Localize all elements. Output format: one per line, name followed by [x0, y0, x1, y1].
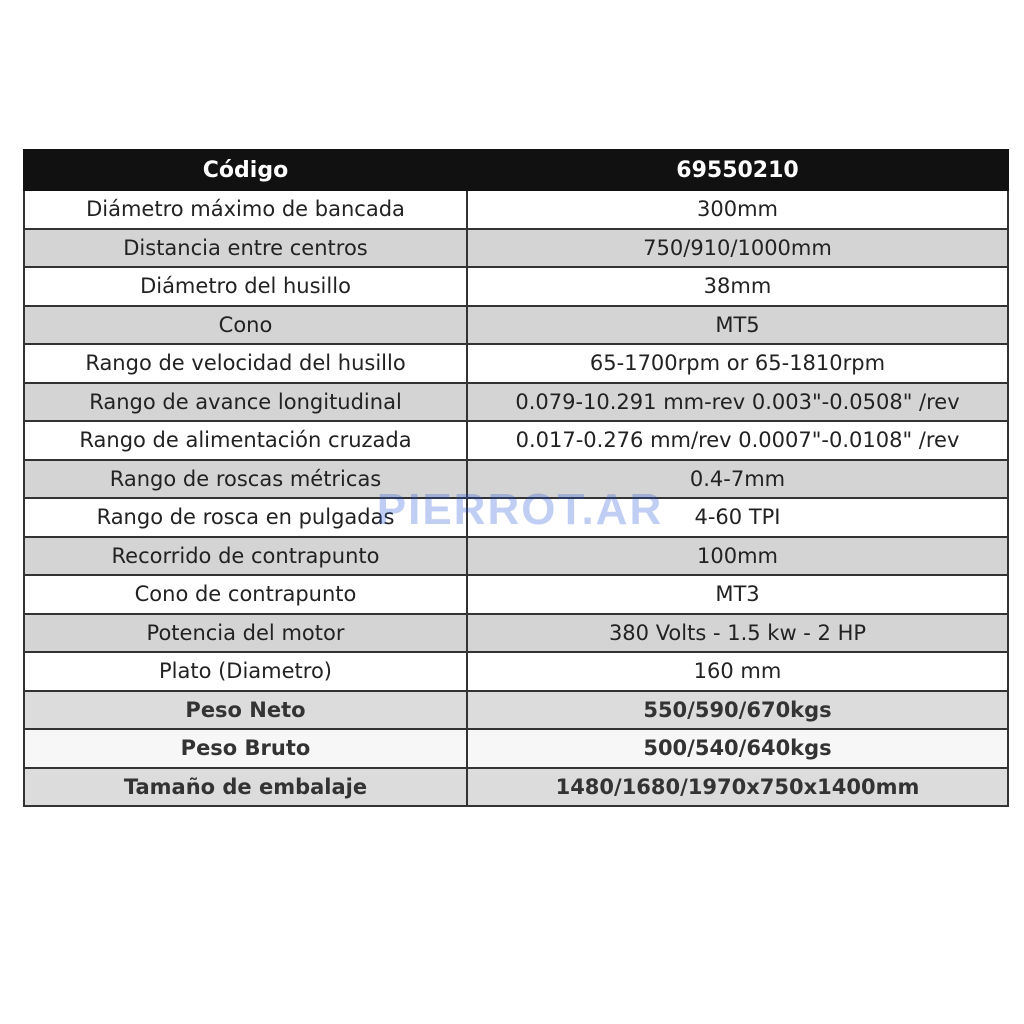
- watermark-text: PIERROT.AR: [376, 485, 664, 534]
- row-label: Recorrido de contrapunto: [24, 537, 467, 576]
- row-label: Plato (Diametro): [24, 652, 467, 691]
- table-row: [24, 691, 1008, 730]
- row-label: Tamaño de embalaje: [24, 768, 467, 807]
- row-value: 0.017-0.276 mm/rev 0.0007"-0.0108" /rev: [467, 421, 1008, 460]
- table-row: [24, 652, 1008, 691]
- row-value: 38mm: [467, 267, 1008, 306]
- row-value: 0.4-7mm: [467, 460, 1008, 499]
- table-row: [24, 498, 1008, 537]
- table-row: [24, 229, 1008, 268]
- row-label: Peso Bruto: [24, 729, 467, 768]
- row-value: 160 mm: [467, 652, 1008, 691]
- table-row: [24, 614, 1008, 653]
- table-row: [24, 267, 1008, 306]
- spec-table: [23, 149, 1009, 807]
- row-label: Diámetro máximo de bancada: [24, 190, 467, 229]
- row-label: Rango de velocidad del husillo: [24, 344, 467, 383]
- row-value: 100mm: [467, 537, 1008, 576]
- table-row: [24, 537, 1008, 576]
- table-header-row: [24, 150, 1008, 190]
- table-row: [24, 768, 1008, 807]
- header-value-cell: 69550210: [467, 150, 1008, 190]
- row-value: 65-1700rpm or 65-1810rpm: [467, 344, 1008, 383]
- row-value: 380 Volts - 1.5 kw - 2 HP: [467, 614, 1008, 653]
- row-label: Peso Neto: [24, 691, 467, 730]
- row-value: MT3: [467, 575, 1008, 614]
- row-label: Diámetro del husillo: [24, 267, 467, 306]
- row-label: Distancia entre centros: [24, 229, 467, 268]
- row-label: Rango de avance longitudinal: [24, 383, 467, 422]
- table-row: [24, 460, 1008, 499]
- row-label: Rango de alimentación cruzada: [24, 421, 467, 460]
- row-value: 0.079-10.291 mm-rev 0.003"-0.0508" /rev: [467, 383, 1008, 422]
- table-row: [24, 729, 1008, 768]
- row-value: 550/590/670kgs: [467, 691, 1008, 730]
- row-label: Cono: [24, 306, 467, 345]
- row-value: MT5: [467, 306, 1008, 345]
- row-value: 500/540/640kgs: [467, 729, 1008, 768]
- table-row: [24, 190, 1008, 229]
- row-label: Rango de roscas métricas: [24, 460, 467, 499]
- table-row: [24, 306, 1008, 345]
- table-row: [24, 383, 1008, 422]
- row-value: 300mm: [467, 190, 1008, 229]
- row-label: Cono de contrapunto: [24, 575, 467, 614]
- row-value: 4-60 TPI: [467, 498, 1008, 537]
- row-label: Rango de rosca en pulgadas: [24, 498, 467, 537]
- row-value: 750/910/1000mm: [467, 229, 1008, 268]
- table-row: [24, 575, 1008, 614]
- header-label-cell: Código: [24, 150, 467, 190]
- table-row: [24, 421, 1008, 460]
- table-row: [24, 344, 1008, 383]
- row-value: 1480/1680/1970x750x1400mm: [467, 768, 1008, 807]
- row-label: Potencia del motor: [24, 614, 467, 653]
